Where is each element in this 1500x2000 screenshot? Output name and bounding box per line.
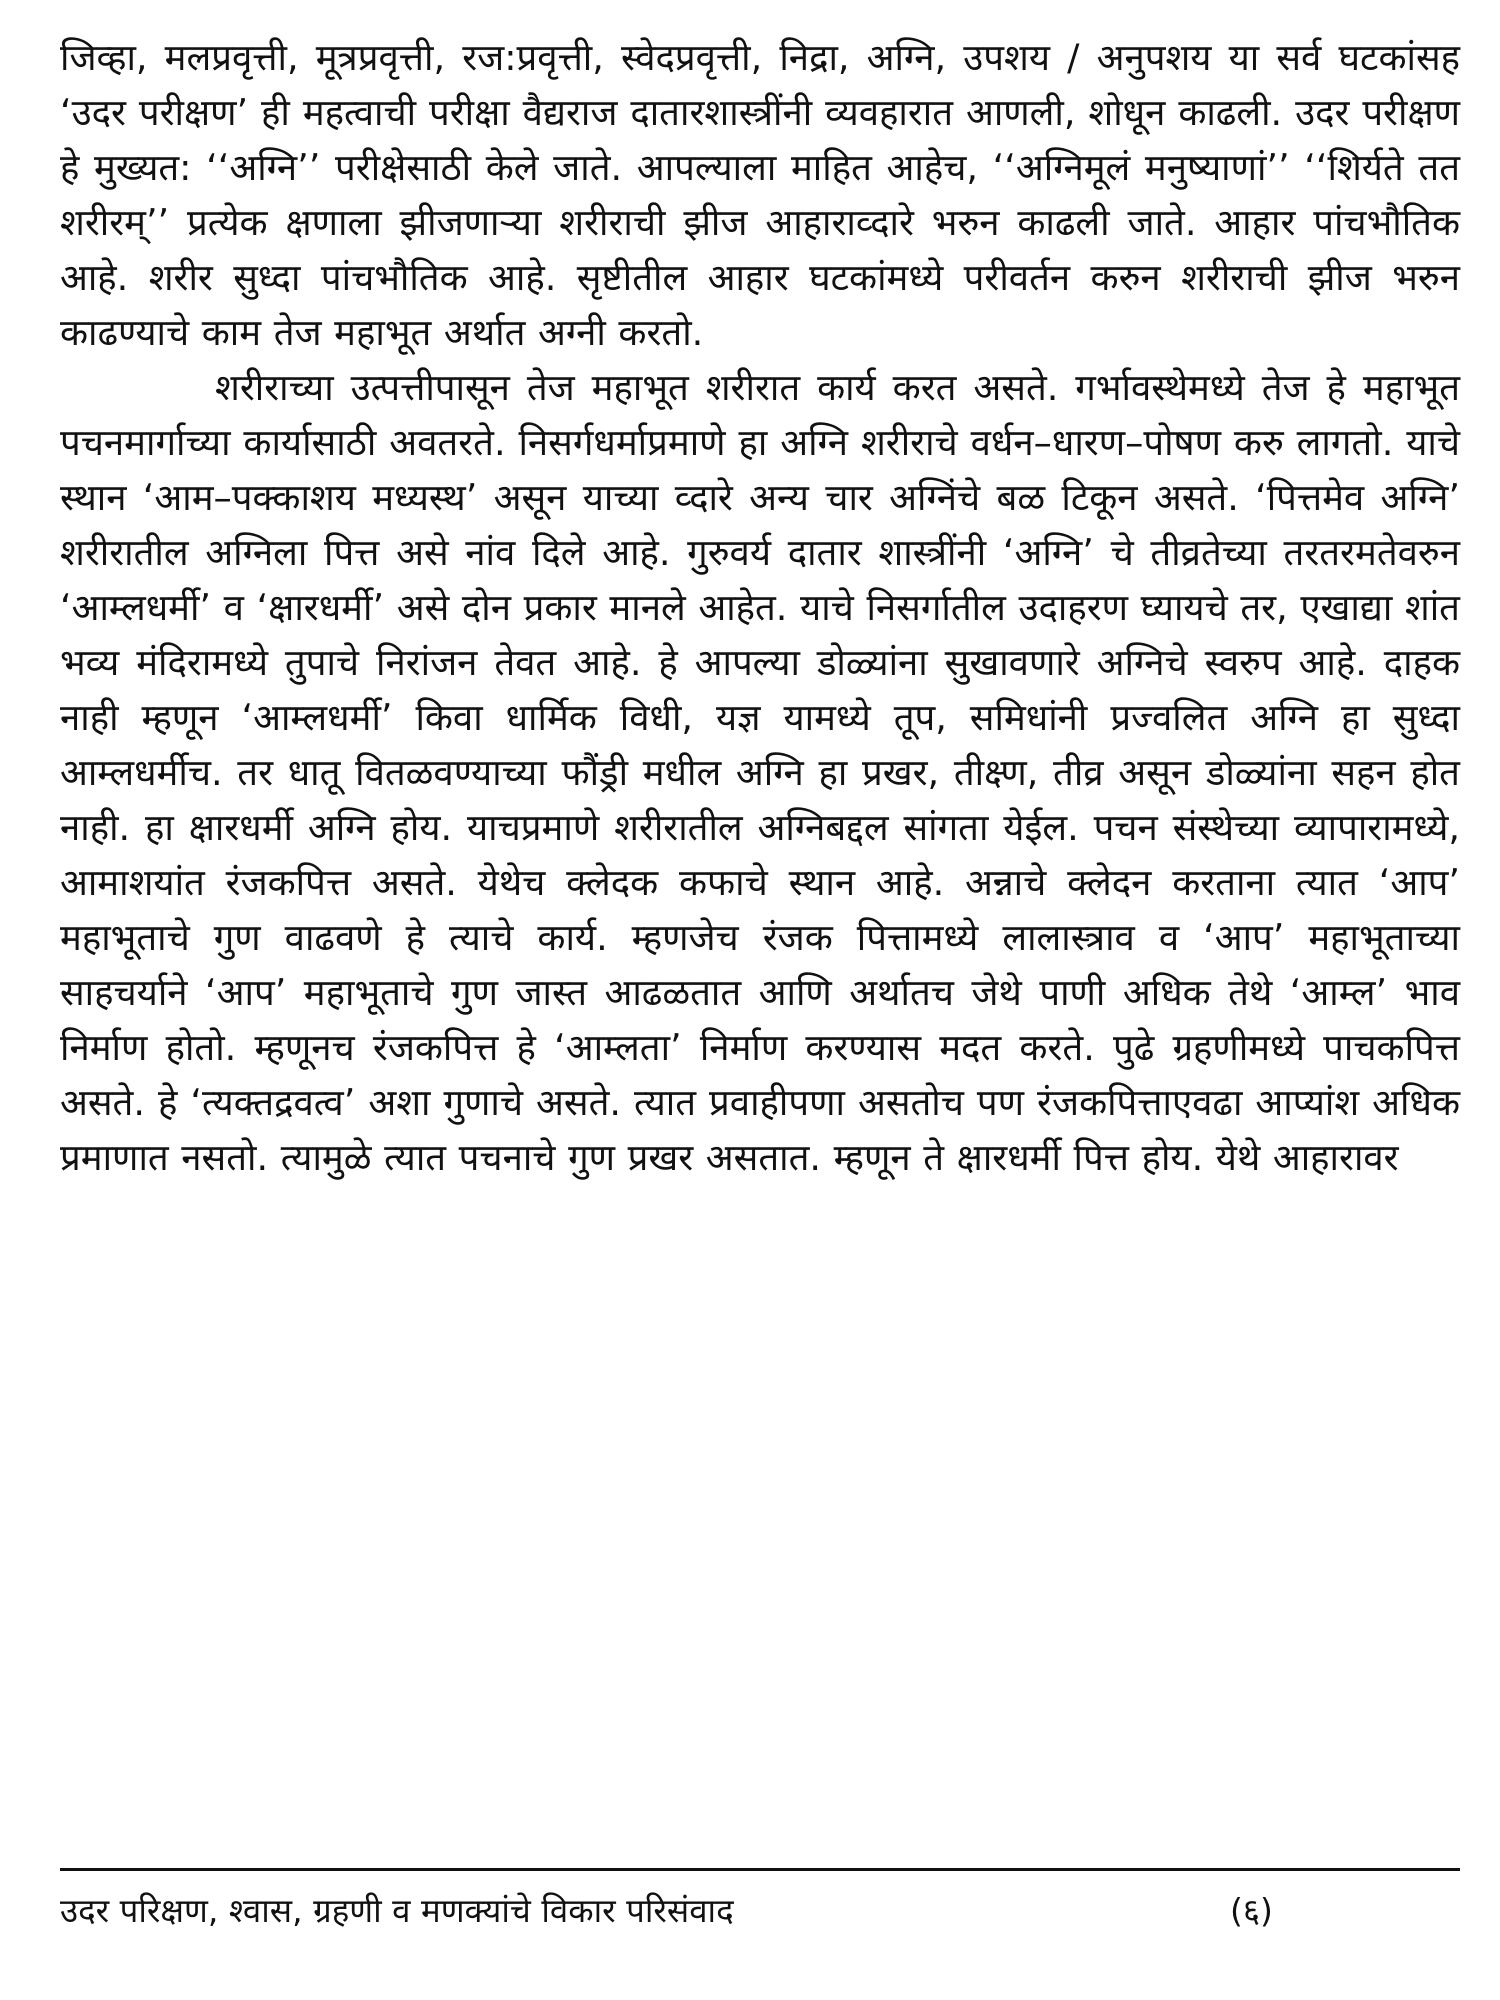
document-page [60,30,1460,1970]
footer-divider [60,1868,1460,1871]
page-footer [60,1886,1460,1936]
paragraph-1: जिव्हा, मलप्रवृत्ती, मूत्रप्रवृत्ती, रज:प्रवृत्ती, स्वेदप्रवृत्ती, निद्रा, अग्नि, उपशय / अनुपशय या सर्व घटकांसह ‘उदर परीक्षण’ ही महत्वाची परीक्षा वैद्यराज दातारशास्त्रींनी व्यवहारात आणली, शोधून काढली. उदर परीक्षण हे मुख्यत: ‘‘अग्नि’’ परीक्षेसाठी केले जाते. आपल्याला माहित आहेच, ‘‘अग्निमूलं मनुष्याणां’’ ‘‘शिर्यते तत शरीरम्’’ प्रत्येक क्षणाला झीजणाऱ्या शरीराची झीज आहाराव्दारे भरुन काढली जाते. आहार पांचभौतिक आहे. शरीर सुध्दा पांचभौतिक आहे. सृष्टीतील आहार घटकांमध्ये परीवर्तन करुन शरीराची झीज भरुन काढण्याचे काम तेज महाभूत अर्थात अग्नी करतो. [60,36,1460,354]
paragraph-2: शरीराच्या उत्पत्तीपासून तेज महाभूत शरीरात कार्य करत असते. गर्भावस्थेमध्ये तेज हे महाभूत पचनमार्गाच्या कार्यासाठी अवतरते. निसर्गधर्माप्रमाणे हा अग्नि शरीराचे वर्धन–धारण–पोषण करु लागतो. याचे स्थान ‘आम–पक्काशय मध्यस्थ’ असून याच्या व्दारे अन्य चार अग्निंचे बळ टिकून असते. ‘पित्तमेव अग्नि’ शरीरातील अग्निला पित्त असे नांव दिले आहे. गुरुवर्य दातार शास्त्रींनी ‘अग्नि’ चे तीव्रतेच्या तरतरमतेवरुन ‘आम्लधर्मी’ व ‘क्षारधर्मी’ असे दोन प्रकार मानले आहेत. याचे निसर्गातील उदाहरण घ्यायचे तर, एखाद्या शांत भव्य मंदिरामध्ये तुपाचे निरांजन तेवत आहे. हे आपल्या डोळ्यांना सुखावणारे अग्निचे स्वरुप आहे. दाहक नाही म्हणून ‘आम्लधर्मी’ किवा धार्मिक विधी, यज्ञ यामध्ये तूप, समिधांनी प्रज्वलित अग्नि हा सुध्दा आम्लधर्मीच. तर धातू वितळवण्याच्या फौंड्री मधील अग्नि हा प्रखर, तीक्ष्ण, तीव्र असून डोळ्यांना सहन होत नाही. हा क्षारधर्मी अग्नि होय. याचप्रमाणे शरीरातील अग्निबद्दल सांगता येईल. पचन संस्थेच्या व्यापारामध्ये, आमाशयांत रंजकपित्त असते. येथेच क्लेदक कफाचे स्थान आहे. अन्नाचे क्लेदन करताना त्यात ‘आप’ महाभूताचे गुण वाढवणे हे त्याचे कार्य. म्हणजेच रंजक पित्तामध्ये लालास्त्राव व ‘आप’ महाभूताच्या साहचर्याने ‘आप’ महाभूताचे गुण जास्त आढळतात आणि अर्थातच जेथे पाणी अधिक तेथे ‘आम्ल’ भाव निर्माण होतो. म्हणूनच रंजकपित्त हे ‘आम्लता’ निर्माण करण्यास मदत करते. पुढे ग्रहणीमध्ये पाचकपित्त असते. हे ‘त्यक्तद्रवत्व’ अशा गुणाचे असते. त्यात प्रवाहीपणा असतोच पण रंजकपित्ताएवढा आप्यांश अधिक प्रमाणात नसतो. त्यामुळे त्यात पचनाचे गुण प्रखर असतात. म्हणून ते क्षारधर्मी पित्त होय. येथे आहारावर [60,366,1460,1179]
body-text [60,30,1460,1185]
page-number: (६) [1230,1891,1273,1930]
footer-title: उदर परिक्षण, श्वास, ग्रहणी व मणक्यांचे विकार परिसंवाद [60,1891,734,1930]
